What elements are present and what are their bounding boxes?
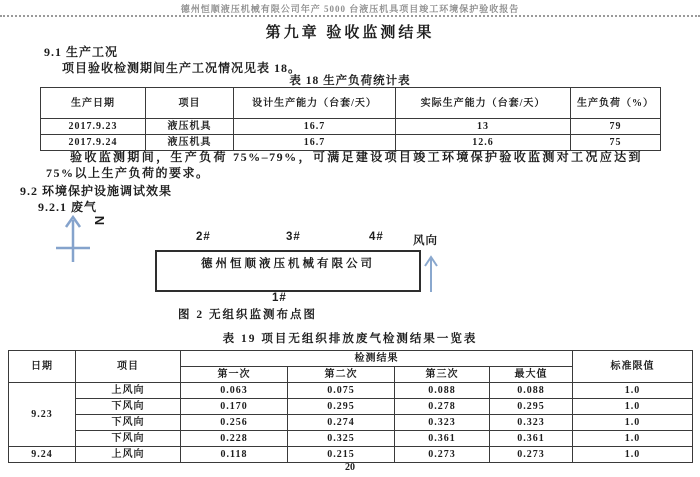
table-header-row [9,351,693,367]
table-header-row [41,88,661,119]
section-9-2-heading: 9.2 环境保护设施调试效果 [20,184,173,198]
table-cell: 0.088 [395,383,490,399]
table-cell: 13 [396,119,571,135]
section-9-1-intro: 项目验收检测期间生产工况情况见表 18。 [62,61,302,75]
table-cell: 1.0 [573,399,693,415]
chapter-title: 第九章 验收监测结果 [265,25,435,41]
production-load-table [40,87,661,151]
table-cell: 16.7 [234,119,396,135]
column-header: 日期 [9,351,76,383]
table-row [9,431,693,447]
column-header: 标准限值 [573,351,693,383]
table-cell: 0.323 [490,415,573,431]
header-divider [0,15,700,17]
monitor-point-3-label: 3# [286,231,301,243]
table-cell: 0.170 [181,399,288,415]
load-summary-paragraph: 验收监测期间，生产负荷 75%–79%，可满足建设项目竣工环境保护验收监测对工况应达到 75%以上生产负荷的要求。 [46,150,642,180]
date-cell: 9.23 [9,383,76,447]
table-cell: 79 [571,119,661,135]
wind-arrow-icon [420,254,442,294]
column-header: 最大值 [490,367,573,383]
table-cell: 上风向 [76,447,181,463]
factory-site-box [155,250,421,292]
column-header: 项目 [146,88,234,119]
column-header: 生产日期 [41,88,146,119]
table-cell: 下风向 [76,415,181,431]
running-header: 德州恒顺液压机械有限公司年产 5000 台液压机具项目竣工环境保护验收报告 [180,4,520,14]
column-header: 实际生产能力（台套/天） [396,88,571,119]
section-9-1-heading: 9.1 生产工况 [44,45,119,59]
table-row [9,447,693,463]
section-9-2-1-heading: 9.2.1 废气 [38,200,98,214]
table-cell: 75 [571,135,661,151]
date-cell: 9.24 [9,447,76,463]
table-row [41,119,661,135]
table-cell: 下风向 [76,399,181,415]
table-cell: 0.295 [490,399,573,415]
table-cell: 液压机具 [146,119,234,135]
table-cell: 0.295 [288,399,395,415]
monitor-point-4-label: 4# [369,231,384,243]
table-cell: 0.273 [395,447,490,463]
table19-title: 表 19 项目无组织排放废气检测结果一览表 [222,333,478,345]
monitor-point-2-label: 2# [196,231,211,243]
table-cell: 1.0 [573,447,693,463]
table-cell: 0.118 [181,447,288,463]
table18-title: 表 18 生产负荷统计表 [289,75,411,87]
table-cell: 0.075 [288,383,395,399]
table-cell: 16.7 [234,135,396,151]
table-cell: 1.0 [573,415,693,431]
figure-2-caption: 图 2 无组织监测布点图 [178,309,317,321]
page-number: 20 [345,462,355,473]
table-cell: 0.256 [181,415,288,431]
wind-direction-label: 风向 [413,235,438,247]
north-arrow-icon [52,212,94,266]
table-cell: 0.215 [288,447,395,463]
column-header: 设计生产能力（台套/天） [234,88,396,119]
table-row [9,399,693,415]
table-cell: 2017.9.24 [41,135,146,151]
column-header: 生产负荷（%） [571,88,661,119]
column-header: 第一次 [181,367,288,383]
table-cell: 0.278 [395,399,490,415]
table-cell: 0.325 [288,431,395,447]
table-cell: 12.6 [396,135,571,151]
fugitive-emission-table [8,350,693,463]
table-cell: 1.0 [573,383,693,399]
table-cell: 2017.9.23 [41,119,146,135]
table-cell: 0.274 [288,415,395,431]
table-row [9,415,693,431]
table-cell: 1.0 [573,431,693,447]
north-label: N [92,215,108,226]
column-header: 第三次 [395,367,490,383]
column-header: 第二次 [288,367,395,383]
table-cell: 0.323 [395,415,490,431]
table-cell: 0.063 [181,383,288,399]
column-header: 项目 [76,351,181,383]
table-cell: 0.088 [490,383,573,399]
table-cell: 0.273 [490,447,573,463]
table-cell: 下风向 [76,431,181,447]
column-group-header: 检测结果 [181,351,573,367]
table-row [41,135,661,151]
table-row [9,383,693,399]
table-cell: 0.361 [395,431,490,447]
factory-name: 德州恒顺液压机械有限公司 [201,258,375,270]
monitor-point-1-label: 1# [272,292,287,304]
table-cell: 上风向 [76,383,181,399]
table-cell: 液压机具 [146,135,234,151]
table-cell: 0.361 [490,431,573,447]
table-cell: 0.228 [181,431,288,447]
